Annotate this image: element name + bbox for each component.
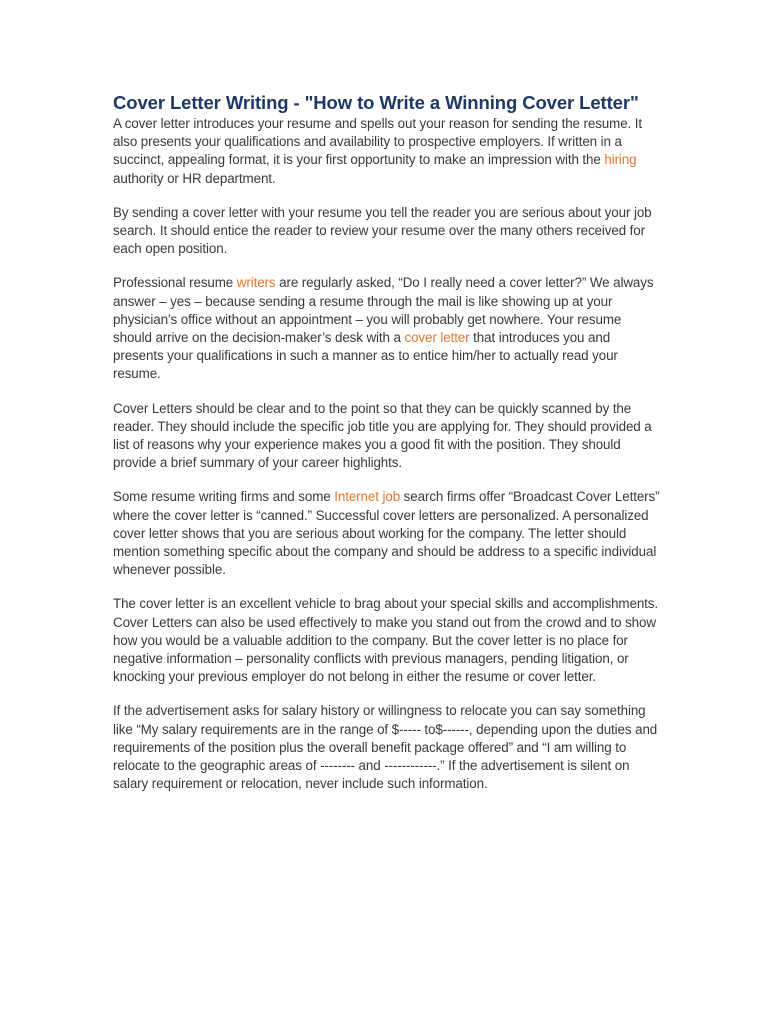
paragraph-vehicle: The cover letter is an excellent vehicle to brag about your special skills and accomplishments. Cover Letters can also be used effectively to make you stand out from the crowd and to show how you would be a valuable addition to the company. But the cover letter is no place for negative information – personality conflicts with previous managers, pending litigation, or knocking your previous employer do not belong in either the resume or cover letter. [113, 596, 658, 685]
paragraph-text: authority or HR department. [113, 170, 276, 186]
paragraph-text: A cover letter introduces your resume and spells out your reason for sending the resume. It also presents your qualifications and availability to prospective employers. If written in a succinct, appealing format, it is your first opportunity to make an impression with the [113, 116, 643, 168]
paragraph-clear: Cover Letters should be clear and to the point so that they can be quickly scanned by the reader. They should include the specific job title you are applying for. They should provided a list of reasons why your experience makes you a good fit with the position. They should provide a brief summary of your career highlights. [113, 400, 652, 471]
cover-letter-link[interactable]: cover letter [404, 330, 470, 346]
paragraph-text: are regularly asked, “Do I really need a cover letter?” We always answer – yes – because sending a resume through the mail is like showing up at your physician’s office without an appointment – you will probably get nowhere. Your resume should arrive on the decision-maker’s desk with a [113, 275, 654, 346]
paragraph-broadcast [113, 488, 661, 579]
paragraph-intro [113, 115, 661, 188]
paragraph-serious: By sending a cover letter with your resume you tell the reader you are serious about your job search. It should entice the reader to review your resume over the many others received for each open position. [113, 204, 652, 257]
paragraph-salary: If the advertisement asks for salary history or willingness to relocate you can say something like “My salary requirements are in the range of $----- to$------, depending upon the duties and requirements of the position plus the overall benefit package offered” and “I am willing to relocate to the geographic areas of -------- and ------------.” If the advertisement is silent on salary requirement or relocation, never include such information. [113, 703, 658, 792]
paragraph-text: Some resume writing firms and some [113, 489, 335, 505]
paragraph-text: Professional resume [113, 275, 237, 291]
paragraph-text: search firms offer “Broadcast Cover Letters” where the cover letter is “canned.” Successful cover letters are personalized. A personalized cover letter shows that you are serious about working for the company. The letter should mention something specific about the company and should be address to a specific individual whenever possible. [113, 489, 660, 578]
paragraph-professional [113, 274, 661, 383]
hiring-link[interactable]: hiring [604, 152, 637, 168]
internet-job-link[interactable]: Internet job [334, 489, 401, 505]
article-body [113, 92, 661, 810]
page-title: Cover Letter Writing - "How to Write a Winning Cover Letter" [113, 92, 639, 113]
writers-link[interactable]: writers [236, 275, 276, 291]
paragraph-text: that introduces you and presents your qualifications in such a manner as to entice him/her to actually read your resume. [113, 330, 618, 382]
